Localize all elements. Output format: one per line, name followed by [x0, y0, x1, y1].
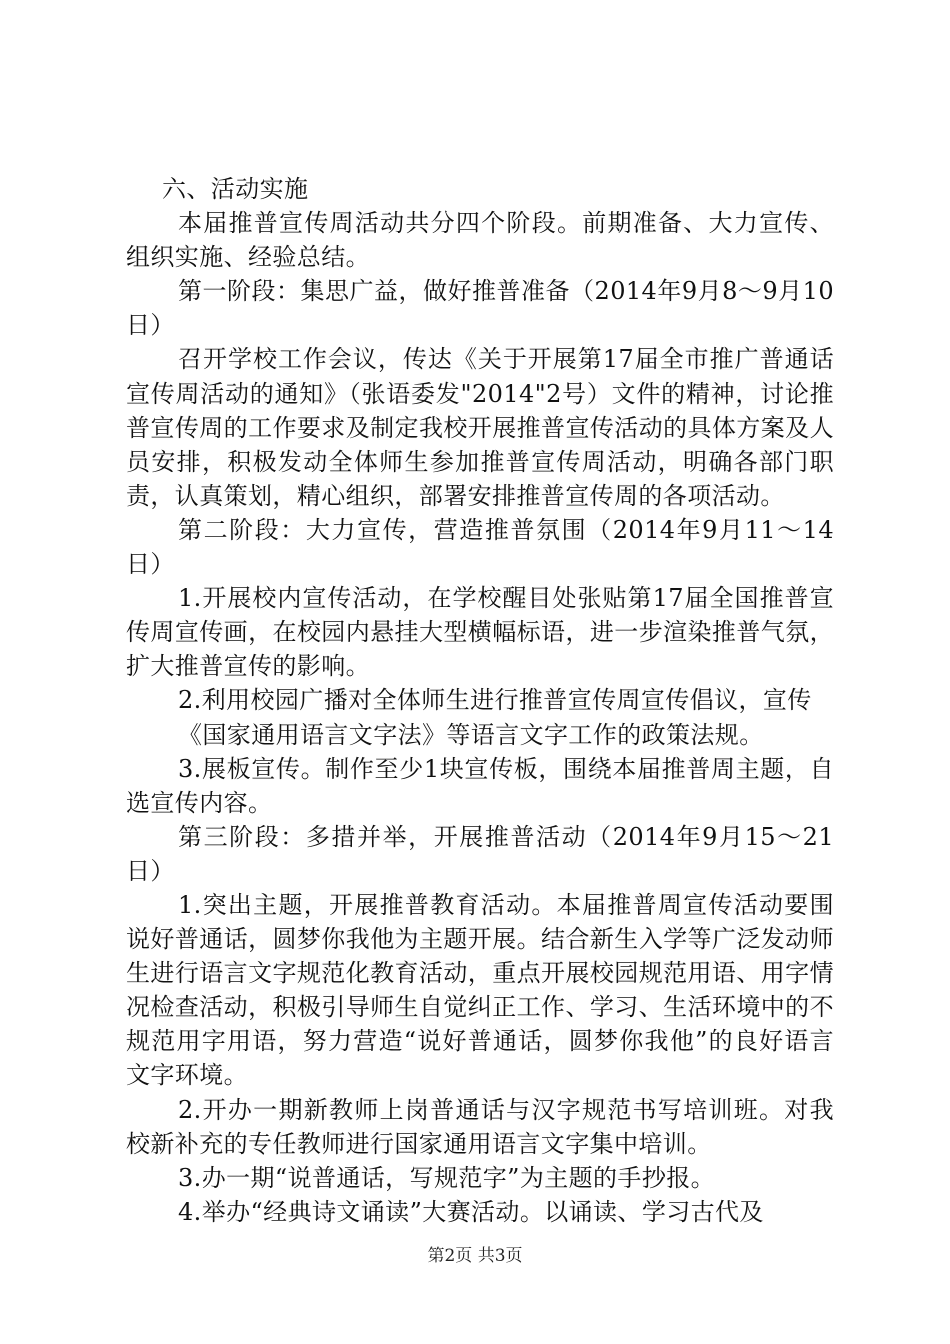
paragraph-stage-one: 召开学校工作会议，传达《关于开展第17届全市推广普通话宣传周活动的通知》（张语委发"2014"2号）文件的精神，讨论推普宣传周的工作要求及制定我校开展推普宣传活动的具体方案及人员安排，积极发动全体师生参加推普宣传周活动，明确各部门职责，认真策划，精心组织，部署安排推普宣传周的各项活动。: [126, 345, 834, 510]
list-item: 3.展板宣传。制作至少1块宣传板，围绕本届推普周主题，自选宣传内容。: [126, 754, 834, 817]
page-footer: 第2页 共3页: [427, 1246, 523, 1266]
list-item: 3.办一期“说普通话，写规范字”为主题的手抄报。: [178, 1163, 716, 1192]
list-item: 4.举办“经典诗文诵读”大赛活动。以诵读、学习古代及: [178, 1197, 764, 1226]
section-heading: 六、活动实施: [162, 175, 309, 203]
list-item: 1.开展校内宣传活动，在学校醒目处张贴第17届全国推普宣传周宣传画，在校园内悬挂大型横幅标语，进一步渲染推普气氛，扩大推普宣传的影响。: [126, 584, 834, 681]
list-item-continued: 《国家通用语言文字法》等语言文字工作的政策法规。: [178, 720, 764, 749]
document-body: [126, 172, 834, 1229]
stage-one-heading: 第一阶段：集思广益，做好推普准备（2014年9月8～9月10日）: [126, 277, 834, 340]
list-item: 2.利用校园广播对全体师生进行推普宣传周宣传倡议，宣传: [178, 686, 812, 715]
paragraph-overview: 本届推普宣传周活动共分四个阶段。前期准备、大力宣传、组织实施、经验总结。: [126, 209, 834, 272]
list-item: 1.突出主题，开展推普教育活动。本届推普周宣传活动要围说好普通话，圆梦你我他为主题开展。结合新生入学等广泛发动师生进行语言文字规范化教育活动，重点开展校园规范用语、用字情况检查活动，积极引导师生自觉纠正工作、学习、生活环境中的不规范用字用语，努力营造“说好普通话，圆梦你我他”的良好语言文字环境。: [126, 890, 834, 1090]
stage-three-heading: 第三阶段：多措并举，开展推普活动（2014年9月15～21日）: [126, 822, 834, 885]
list-item: 2.开办一期新教师上岗普通话与汉字规范书写培训班。对我校新补充的专任教师进行国家通用语言文字集中培训。: [126, 1095, 834, 1158]
stage-two-heading: 第二阶段：大力宣传，营造推普氛围（2014年9月11～14日）: [126, 515, 834, 579]
